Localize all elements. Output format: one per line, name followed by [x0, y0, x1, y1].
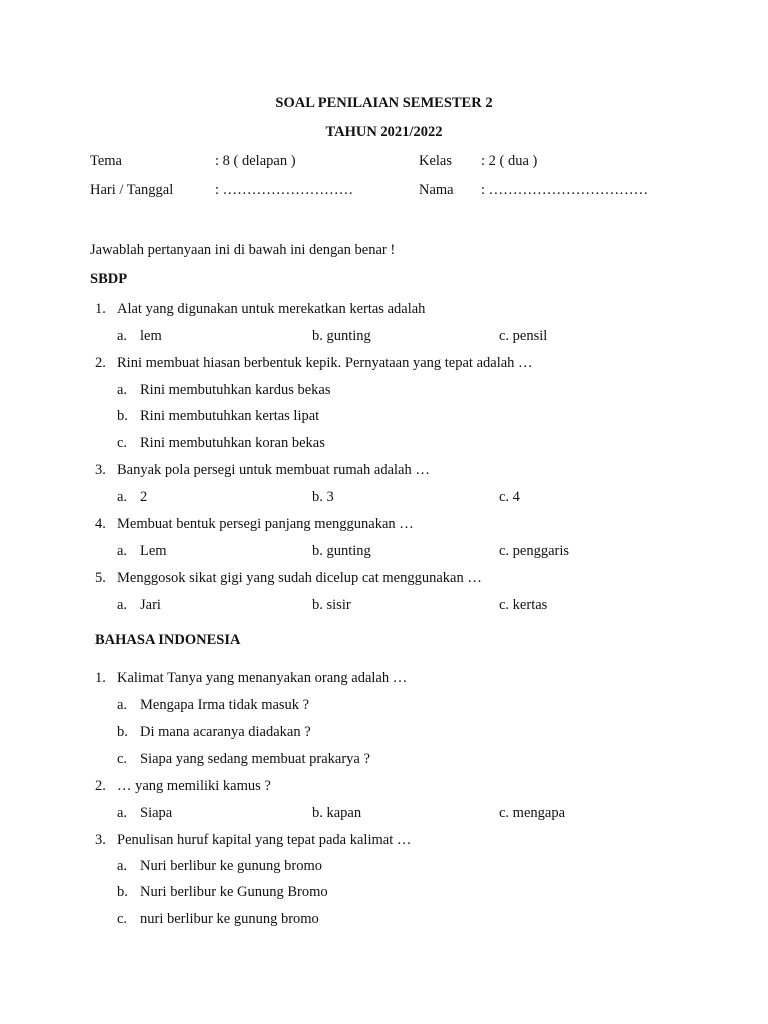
option-c: c. penggaris — [499, 543, 570, 559]
nama-value: : …………………………… — [481, 182, 649, 198]
question-text: Menggosok sikat gigi yang sudah dicelup cat menggunakan … — [117, 570, 482, 586]
section-heading-bahasa-indonesia: BAHASA INDONESIA — [95, 632, 241, 648]
question-number: 1. — [95, 670, 106, 686]
option-c: c. 4 — [499, 489, 520, 505]
option-b: b. gunting — [312, 328, 371, 344]
question-number: 2. — [95, 778, 106, 794]
question-text: Kalimat Tanya yang menanyakan orang adalah … — [117, 670, 408, 686]
option-b: b. kapan — [312, 805, 362, 821]
option-c: c. pensil — [499, 328, 548, 344]
option-marker: a. — [117, 489, 128, 505]
option-marker: a. — [117, 858, 128, 874]
option-b: b. gunting — [312, 543, 371, 559]
option-a: Mengapa Irma tidak masuk ? — [140, 697, 310, 713]
question-number: 2. — [95, 355, 106, 371]
tema-label: Tema — [90, 153, 122, 169]
nama-label: Nama — [419, 182, 454, 198]
question-text: Rini membuat hiasan berbentuk kepik. Pernyataan yang tepat adalah … — [117, 355, 533, 371]
option-marker: a. — [117, 543, 128, 559]
option-c: Siapa yang sedang membuat prakarya ? — [140, 751, 370, 767]
question-number: 4. — [95, 516, 106, 532]
option-marker: a. — [117, 697, 128, 713]
option-a: Lem — [140, 543, 167, 559]
option-a: 2 — [140, 489, 148, 505]
option-c: c. kertas — [499, 597, 548, 613]
question-text: Banyak pola persegi untuk membuat rumah adalah … — [117, 462, 430, 478]
question-number: 1. — [95, 301, 106, 317]
option-marker: b. — [117, 884, 128, 900]
option-b: Di mana acaranya diadakan ? — [140, 724, 311, 740]
page-title: SOAL PENILAIAN SEMESTER 2 — [275, 95, 493, 111]
option-b: Rini membutuhkan kertas lipat — [140, 408, 320, 424]
hari-value: : ……………………… — [215, 182, 354, 198]
question-text: … yang memiliki kamus ? — [117, 778, 271, 794]
option-a: Rini membutuhkan kardus bekas — [140, 382, 331, 398]
option-c: Rini membutuhkan koran bekas — [140, 435, 325, 451]
tema-value: : 8 ( delapan ) — [215, 153, 296, 169]
hari-label: Hari / Tanggal — [90, 182, 174, 198]
kelas-value: : 2 ( dua ) — [481, 153, 538, 169]
question-number: 3. — [95, 462, 106, 478]
option-a: Jari — [140, 597, 161, 613]
option-marker: a. — [117, 382, 128, 398]
option-marker: a. — [117, 328, 128, 344]
option-marker: c. — [117, 911, 128, 927]
option-c: nuri berlibur ke gunung bromo — [140, 911, 319, 927]
option-a: Siapa — [140, 805, 173, 821]
question-text: Penulisan huruf kapital yang tepat pada kalimat … — [117, 832, 412, 848]
option-a: lem — [140, 328, 162, 344]
question-number: 3. — [95, 832, 106, 848]
option-marker: c. — [117, 435, 128, 451]
instruction: Jawablah pertanyaan ini di bawah ini dengan benar ! — [90, 242, 396, 258]
kelas-label: Kelas — [419, 153, 453, 169]
option-a: Nuri berlibur ke gunung bromo — [140, 858, 323, 874]
section-heading-sbdp: SBDP — [90, 271, 128, 287]
question-text: Alat yang digunakan untuk merekatkan kertas adalah — [117, 301, 426, 317]
option-marker: b. — [117, 724, 128, 740]
question-text: Membuat bentuk persegi panjang menggunakan … — [117, 516, 414, 532]
option-marker: b. — [117, 408, 128, 424]
option-marker: a. — [117, 597, 128, 613]
option-c: c. mengapa — [499, 805, 566, 821]
question-number: 5. — [95, 570, 106, 586]
option-marker: a. — [117, 805, 128, 821]
option-b: Nuri berlibur ke Gunung Bromo — [140, 884, 328, 900]
option-b: b. 3 — [312, 489, 334, 505]
option-b: b. sisir — [312, 597, 351, 613]
page-year: TAHUN 2021/2022 — [325, 124, 443, 140]
option-marker: c. — [117, 751, 128, 767]
